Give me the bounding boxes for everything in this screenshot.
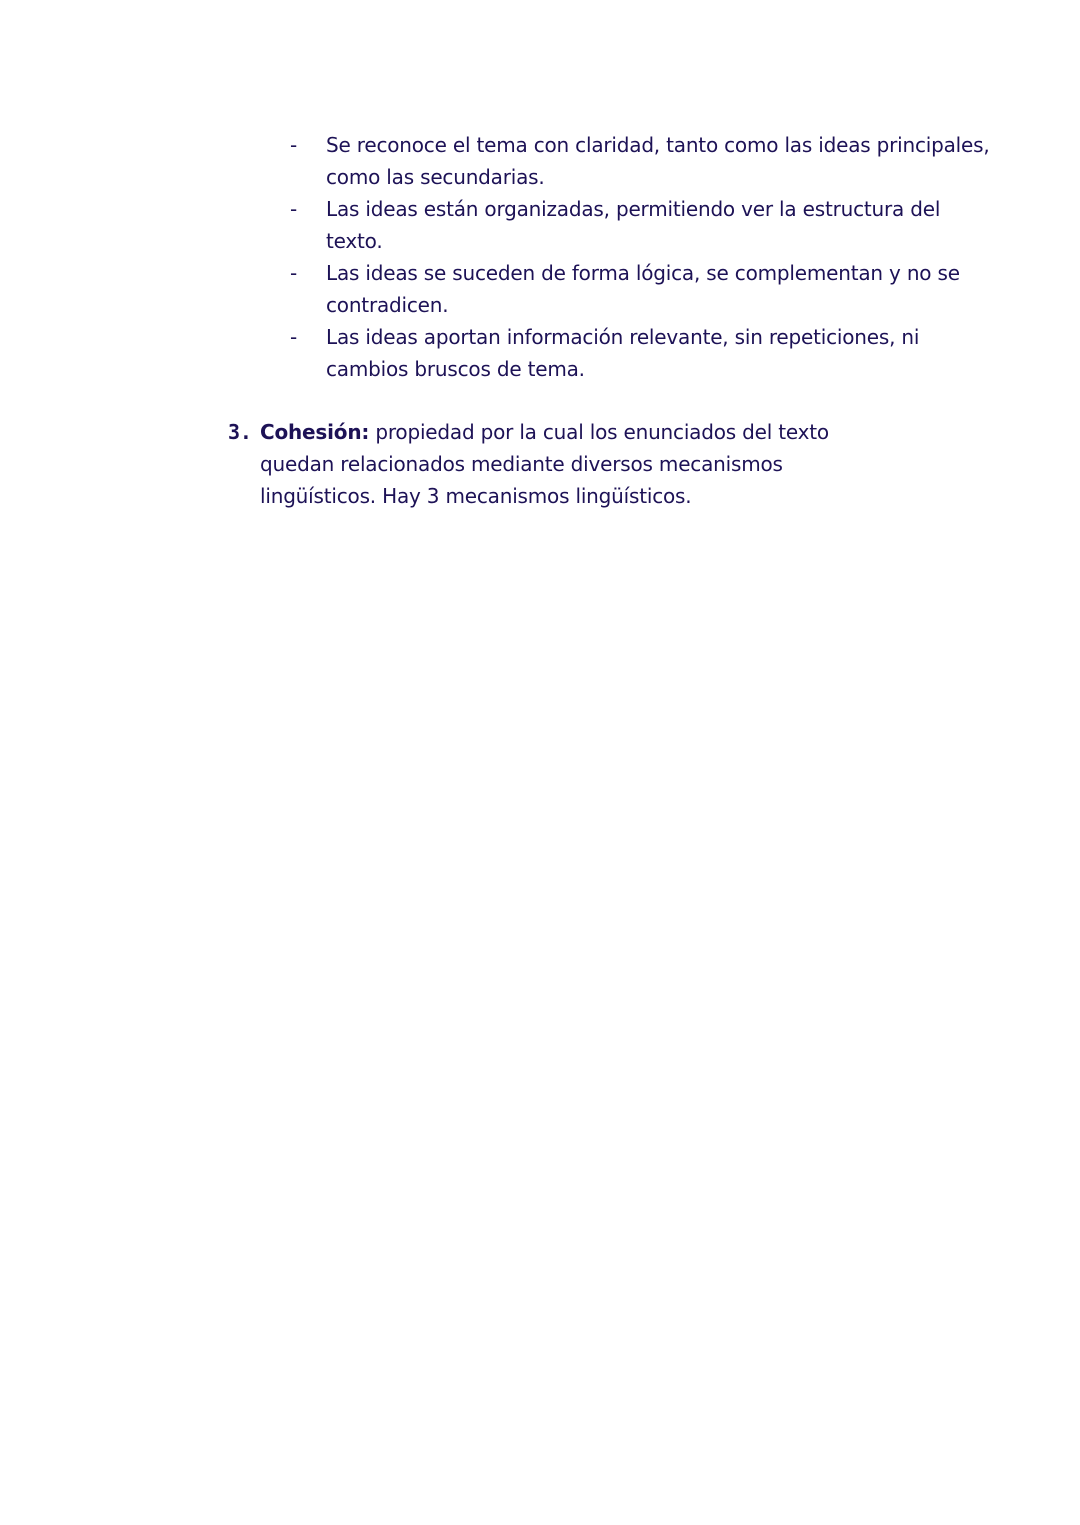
list-item — [290, 257, 990, 321]
bullet-dash: - — [290, 325, 298, 349]
bullet-text: Se reconoce el tema con claridad, tanto como las ideas principales, como las secundarias. — [326, 133, 990, 189]
numbered-item-cohesion — [228, 416, 868, 512]
bullet-text: Las ideas aportan información relevante, sin repeticiones, ni cambios bruscos de tema. — [326, 325, 920, 381]
coherence-bullet-list — [290, 129, 990, 385]
list-item — [290, 321, 990, 385]
bullet-text: Las ideas están organizadas, permitiendo ver la estructura del texto. — [326, 197, 941, 253]
item-number: 3. — [228, 420, 252, 444]
bullet-dash: - — [290, 133, 298, 157]
term-definition: propiedad por la cual los enunciados del texto quedan relacionados mediante diversos mecanismos lingüísticos. Hay 3 mecanismos lingüísticos. — [260, 420, 829, 508]
list-item — [290, 193, 990, 257]
term-heading: Cohesión: — [260, 420, 370, 444]
bullet-text: Las ideas se suceden de forma lógica, se complementan y no se contradicen. — [326, 261, 960, 317]
list-item — [290, 129, 990, 193]
bullet-dash: - — [290, 261, 298, 285]
bullet-dash: - — [290, 197, 298, 221]
item-body — [260, 416, 868, 512]
